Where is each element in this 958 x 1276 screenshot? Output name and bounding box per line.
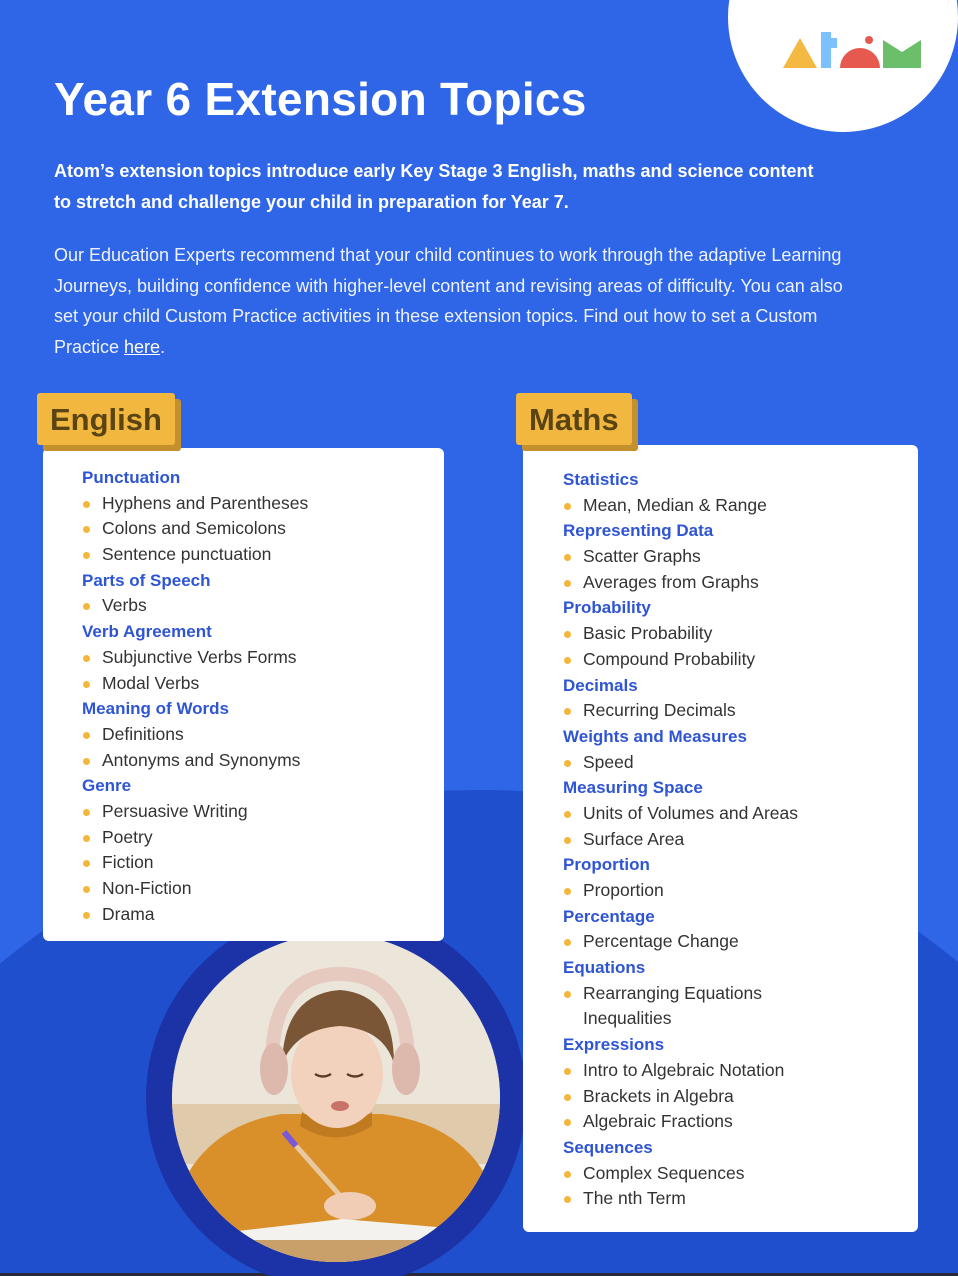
topic-label: Inequalities — [583, 1008, 672, 1029]
photo-illustration — [172, 934, 500, 1262]
bullet-icon — [83, 526, 90, 533]
topic-item — [563, 750, 918, 776]
maths-tag: Maths — [516, 393, 632, 445]
bullet-icon — [564, 631, 571, 638]
bullet-icon — [83, 758, 90, 765]
bullet-icon — [564, 1119, 571, 1126]
intro-summary: Atom’s extension topics introduce early Key Stage 3 English, maths and science content to stretch and challenge your child in preparation for Year 7. — [54, 161, 814, 212]
bullet-icon — [564, 503, 571, 510]
topic-label: Persuasive Writing — [102, 800, 248, 821]
category-heading: Proportion — [563, 855, 650, 875]
topic-item — [82, 850, 444, 876]
topic-item — [82, 593, 444, 619]
topic-item — [82, 825, 444, 851]
topic-label: Definitions — [102, 723, 184, 744]
topic-item — [82, 748, 444, 774]
category-heading: Decimals — [563, 675, 638, 695]
topic-label: Percentage Change — [583, 931, 739, 952]
category-heading: Punctuation — [82, 468, 181, 487]
bullet-icon — [564, 554, 571, 561]
topic-item — [563, 493, 918, 519]
bullet-icon — [83, 912, 90, 919]
topic-label: Subjunctive Verbs Forms — [102, 646, 297, 667]
topic-label: Surface Area — [583, 828, 685, 849]
bullet-icon — [83, 732, 90, 739]
bullet-icon — [564, 580, 571, 587]
topic-item — [563, 878, 918, 904]
category-heading: Measuring Space — [563, 778, 703, 798]
topic-label: Sentence punctuation — [102, 544, 272, 565]
topic-label: Antonyms and Synonyms — [102, 749, 301, 770]
bullet-icon — [83, 501, 90, 508]
topic-item — [563, 801, 918, 827]
photo-frame — [146, 908, 526, 1276]
topic-label: Units of Volumes and Areas — [583, 802, 798, 823]
logo-triangle-icon — [783, 38, 817, 68]
topic-item — [563, 981, 918, 1007]
topic-label: Hyphens and Parentheses — [102, 492, 309, 513]
bullet-icon — [564, 657, 571, 664]
topic-label: Verbs — [102, 595, 147, 616]
bullet-icon — [564, 837, 571, 844]
topic-label: Complex Sequences — [583, 1162, 745, 1183]
topic-item — [82, 876, 444, 902]
category-heading: Weights and Measures — [563, 726, 747, 746]
topic-item — [82, 799, 444, 825]
bullet-icon — [83, 655, 90, 662]
category-heading: Equations — [563, 958, 646, 978]
topic-label: Recurring Decimals — [583, 700, 736, 721]
topic-item — [82, 671, 444, 697]
bullet-icon — [83, 809, 90, 816]
topic-label: Rearranging Equations — [583, 982, 763, 1003]
bullet-icon — [564, 888, 571, 895]
topic-item — [563, 1186, 918, 1212]
topic-item — [563, 544, 918, 570]
intro-paragraph: Our Education Experts recommend that your child continues to work through the adaptive Learning Journeys, building confidence with higher-level content and revising areas of difficulty. You can also set your child Custom Practice activities in these extension topics. Find out how to set a Custom Practice here. — [54, 245, 843, 357]
category-heading: Probability — [563, 598, 651, 618]
maths-card — [523, 445, 918, 1232]
english-card — [43, 448, 444, 941]
topic-label: Compound Probability — [583, 648, 756, 669]
bullet-icon — [564, 991, 571, 998]
maths-topic-list — [563, 467, 918, 1212]
topic-item — [563, 929, 918, 955]
category-heading: Statistics — [563, 470, 639, 489]
custom-practice-link[interactable]: here — [124, 336, 161, 357]
category-heading: Parts of Speech — [82, 570, 211, 590]
topic-item — [563, 1109, 918, 1135]
topic-label: Algebraic Fractions — [583, 1111, 733, 1132]
topic-label: Drama — [102, 903, 155, 924]
topic-label: Brackets in Algebra — [583, 1085, 734, 1106]
english-topic-list — [82, 465, 444, 927]
topic-item — [563, 621, 918, 647]
topic-label: Speed — [583, 751, 634, 772]
topic-item — [563, 698, 918, 724]
topic-label: Colons and Semicolons — [102, 518, 286, 539]
atom-logo — [783, 32, 923, 70]
topic-item — [563, 827, 918, 853]
topic-item — [82, 491, 444, 517]
topic-label: Intro to Algebraic Notation — [583, 1059, 785, 1080]
topic-item — [82, 902, 444, 928]
category-heading: Meaning of Words — [82, 699, 230, 719]
topic-label: Fiction — [102, 852, 154, 873]
topic-label: Averages from Graphs — [583, 571, 759, 592]
page-title: Year 6 Extension Topics — [54, 73, 587, 125]
bullet-icon — [83, 603, 90, 610]
topic-item — [82, 542, 444, 568]
bullet-icon — [564, 1068, 571, 1075]
category-heading: Verb Agreement — [82, 622, 212, 642]
topic-item — [563, 1058, 918, 1084]
bullet-icon — [83, 886, 90, 893]
bullet-icon — [564, 811, 571, 818]
bullet-icon — [564, 1171, 571, 1178]
topic-item — [563, 1006, 918, 1032]
category-heading: Genre — [82, 776, 132, 796]
topic-item — [82, 722, 444, 748]
bullet-icon — [564, 1094, 571, 1101]
category-heading: Representing Data — [563, 521, 714, 541]
category-heading: Sequences — [563, 1137, 653, 1157]
bullet-icon — [564, 939, 571, 946]
bullet-icon — [564, 1196, 571, 1203]
category-heading: Expressions — [563, 1035, 665, 1055]
child-studying-photo — [172, 934, 500, 1262]
topic-label: Mean, Median & Range — [583, 494, 767, 515]
topic-label: The nth Term — [583, 1188, 686, 1209]
bullet-icon — [564, 760, 571, 767]
english-tag: English — [37, 393, 175, 445]
bullet-icon — [83, 860, 90, 867]
topic-item — [563, 1161, 918, 1187]
topic-label: Non-Fiction — [102, 878, 192, 898]
topic-label: Proportion — [583, 880, 664, 900]
bullet-icon — [83, 835, 90, 842]
intro-text: Our Education Experts recommend that your child continues to work through the adaptive Learning Journeys, building confidence with higher-level content and revising areas of difficulty. You can also set your child Custom Practice activities in these extension topics. Find out how to set a Custom Practice — [54, 245, 843, 357]
bullet-icon — [83, 552, 90, 559]
category-heading: Percentage — [563, 906, 655, 926]
topic-item — [82, 645, 444, 671]
topic-item — [563, 1084, 918, 1110]
topic-label: Scatter Graphs — [583, 546, 701, 567]
topic-item — [82, 516, 444, 542]
topic-label: Basic Probability — [583, 623, 713, 644]
bullet-icon — [564, 708, 571, 715]
topic-item — [563, 570, 918, 596]
topic-label: Modal Verbs — [102, 672, 200, 693]
bullet-icon — [83, 681, 90, 688]
topic-label: Poetry — [102, 826, 153, 847]
topic-item — [563, 647, 918, 673]
